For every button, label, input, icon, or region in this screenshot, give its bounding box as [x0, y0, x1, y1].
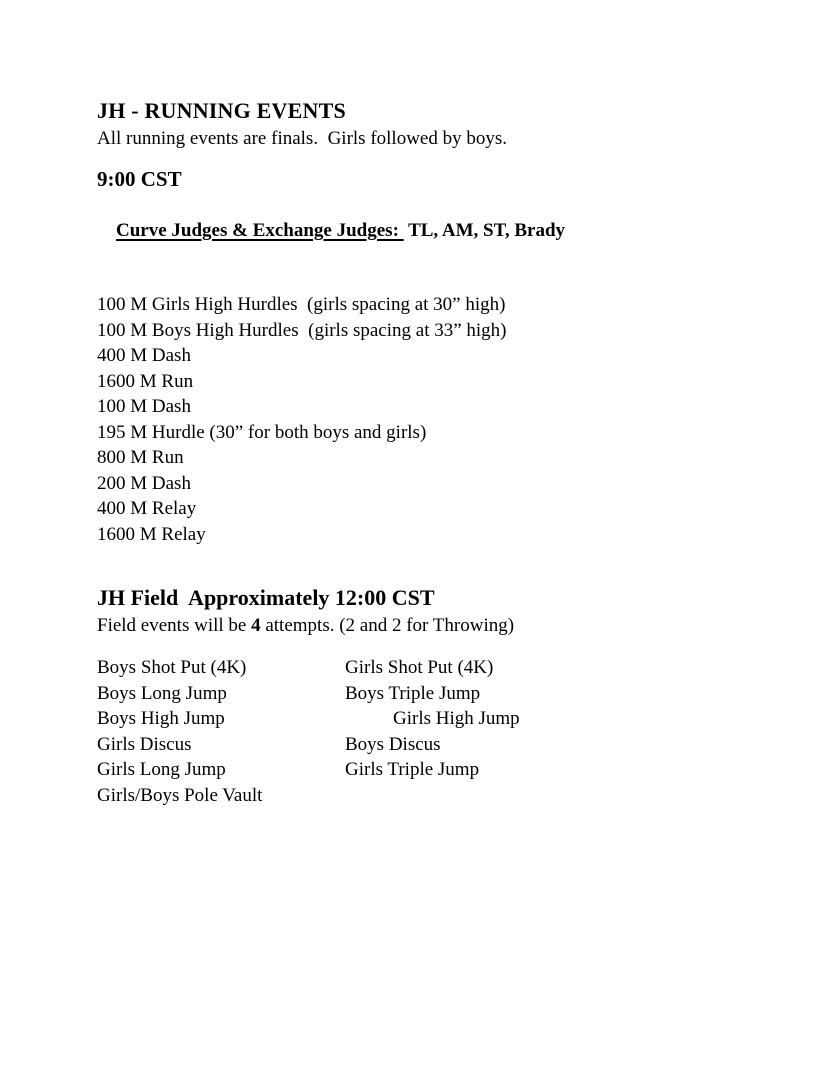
field-event-row [97, 655, 775, 681]
start-time: 9:00 CST [97, 167, 182, 191]
field-events-title: JH Field Approximately 12:00 CST [97, 585, 435, 610]
field-event-right: Boys Discus [345, 733, 441, 755]
running-events-subtitle: All running events are finals. Girls followed by boys. [97, 128, 508, 149]
running-event-item: 100 M Boys High Hurdles (girls spacing at 33” high) [97, 319, 507, 341]
running-events-list [97, 292, 775, 547]
field-event-left: Girls Long Jump [97, 759, 226, 780]
field-subtitle-suffix: attempts. (2 and 2 for Throwing) [260, 615, 515, 636]
judges-label: Curve Judges & Exchange Judges: [116, 220, 404, 241]
running-event-item: 100 M Dash [97, 396, 191, 417]
judges-line [97, 192, 775, 270]
running-event-item: 200 M Dash [97, 472, 191, 494]
field-event-left: Boys High Jump [97, 708, 225, 729]
field-event-row [97, 681, 775, 707]
field-event-row [97, 706, 775, 732]
running-events-title: JH - RUNNING EVENTS [97, 98, 346, 123]
field-event-right: Girls High Jump [393, 708, 520, 729]
running-event-item: 400 M Relay [97, 498, 197, 519]
field-event-right: Girls Triple Jump [345, 759, 480, 780]
attempts-count: 4 [251, 615, 261, 636]
running-event-item: 1600 M Relay [97, 523, 206, 545]
judges-names: TL, AM, ST, Brady [403, 220, 566, 241]
field-event-row [97, 757, 775, 783]
field-event-right: Girls Shot Put (4K) [345, 657, 494, 678]
field-subtitle-prefix: Field events will be [97, 615, 252, 636]
field-events-list [97, 655, 775, 808]
running-event-item: 800 M Run [97, 447, 184, 468]
running-event-item: 400 M Dash [97, 345, 191, 366]
field-event-left: Boys Long Jump [97, 682, 227, 704]
running-event-item: 195 M Hurdle (30” for both boys and girls) [97, 421, 427, 443]
field-event-left: Girls/Boys Pole Vault [97, 784, 263, 806]
field-events-subtitle [97, 613, 775, 639]
field-event-row [97, 732, 775, 758]
field-event-row [97, 783, 775, 809]
running-event-item: 100 M Girls High Hurdles (girls spacing at 30” high) [97, 294, 506, 315]
running-event-item: 1600 M Run [97, 370, 194, 392]
field-event-left: Girls Discus [97, 733, 192, 755]
field-event-right: Boys Triple Jump [345, 682, 481, 704]
field-event-left: Boys Shot Put (4K) [97, 657, 247, 678]
